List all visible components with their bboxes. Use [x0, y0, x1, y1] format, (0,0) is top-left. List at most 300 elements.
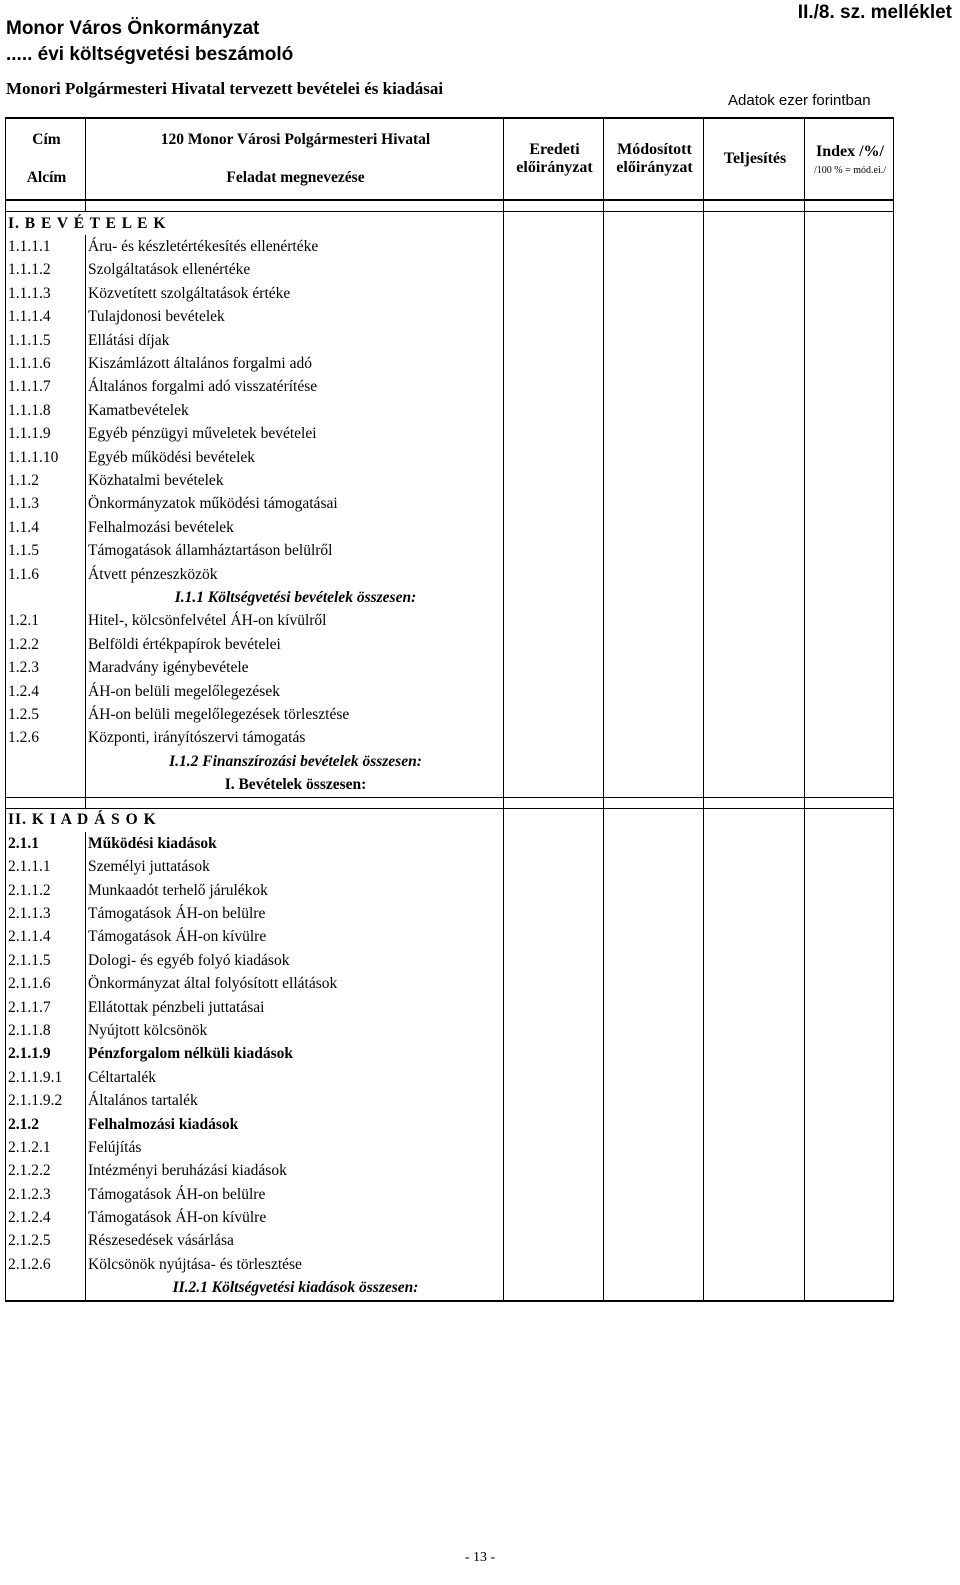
value-cell: [805, 879, 894, 902]
value-cell: [604, 832, 704, 855]
value-cell: [704, 399, 805, 422]
financing-subtotal: I.1.2 Finanszírozási bevételek összesen:: [86, 750, 504, 773]
value-cell: [805, 656, 894, 679]
value-cell: [504, 376, 604, 399]
table-row: [6, 259, 894, 282]
value-cell: [504, 996, 604, 1019]
value-cell: [504, 633, 604, 656]
value-cell: [805, 1043, 894, 1066]
value-cell: [704, 856, 805, 879]
row-code: 1.1.1.1: [6, 235, 86, 258]
row-code: 1.1.2: [6, 469, 86, 492]
table-row: [6, 446, 894, 469]
table-row: [6, 563, 894, 586]
row-name: Támogatások ÁH-on belülre: [86, 1183, 504, 1206]
table-row: [6, 926, 894, 949]
header-fulfilled: Teljesítés: [704, 118, 805, 200]
table-row: [6, 1160, 894, 1183]
table-row: [6, 469, 894, 492]
row-name: Kiszámlázott általános forgalmi adó: [86, 352, 504, 375]
row-name: Tulajdonosi bevételek: [86, 306, 504, 329]
table-row: [6, 949, 894, 972]
value-cell: [805, 1160, 894, 1183]
value-cell: [805, 1183, 894, 1206]
table-row: [6, 1019, 894, 1042]
value-cell: [805, 680, 894, 703]
table-row: [6, 235, 894, 258]
value-cell: [805, 750, 894, 773]
row-name: Támogatások államháztartáson belülről: [86, 539, 504, 562]
row-code: 2.1.1.3: [6, 902, 86, 925]
row-code: 1.1.1.4: [6, 306, 86, 329]
header-task-name: Feladat megnevezése: [226, 169, 365, 186]
table-row: [6, 703, 894, 726]
value-cell: [504, 282, 604, 305]
row-name: Belföldi értékpapírok bevételei: [86, 633, 504, 656]
value-cell: [504, 586, 604, 609]
value-cell: [504, 1183, 604, 1206]
value-cell: [504, 539, 604, 562]
header-index-2: /100 % = mód.ei./: [813, 164, 887, 176]
value-cell: [805, 808, 894, 832]
table-row: [6, 902, 894, 925]
value-cell: [704, 306, 805, 329]
row-code: 2.1.1.9.2: [6, 1089, 86, 1112]
value-cell: [604, 376, 704, 399]
value-cell: [504, 352, 604, 375]
value-cell: [805, 376, 894, 399]
value-cell: [604, 493, 704, 516]
value-cell: [604, 539, 704, 562]
value-cell: [805, 235, 894, 258]
value-cell: [604, 750, 704, 773]
value-cell: [704, 376, 805, 399]
value-cell: [504, 469, 604, 492]
value-cell: [704, 1230, 805, 1253]
row-code: 2.1.1.1: [6, 856, 86, 879]
sum-row: [6, 750, 894, 773]
income-section-row: [6, 212, 894, 236]
value-cell: [604, 1136, 704, 1159]
row-code: 2.1.2: [6, 1113, 86, 1136]
table-row: [6, 1043, 894, 1066]
value-cell: [604, 563, 704, 586]
value-cell: [604, 586, 704, 609]
row-name: Felhalmozási kiadások: [86, 1113, 504, 1136]
row-code: 2.1.2.3: [6, 1183, 86, 1206]
value-cell: [604, 306, 704, 329]
table-row: [6, 610, 894, 633]
value-cell: [704, 469, 805, 492]
value-cell: [704, 808, 805, 832]
header-modified-2: előirányzat: [616, 159, 693, 176]
income-section-title: I. B E V É T E L E K: [6, 212, 504, 236]
row-code: 2.1.2.1: [6, 1136, 86, 1159]
row-name: Ellátottak pénzbeli juttatásai: [86, 996, 504, 1019]
value-cell: [604, 1277, 704, 1301]
row-code: 1.1.1.9: [6, 423, 86, 446]
value-cell: [504, 1206, 604, 1229]
budget-table: [5, 117, 894, 1302]
value-cell: [604, 259, 704, 282]
value-cell: [704, 773, 805, 797]
value-cell: [504, 235, 604, 258]
spacer-row: [6, 797, 894, 808]
value-cell: [604, 633, 704, 656]
value-cell: [704, 1253, 805, 1276]
row-name: Közhatalmi bevételek: [86, 469, 504, 492]
table-row: [6, 832, 894, 855]
value-cell: [805, 352, 894, 375]
row-name: Felújítás: [86, 1136, 504, 1159]
row-code: 1.1.5: [6, 539, 86, 562]
table-body: [6, 200, 894, 1301]
row-code: 1.1.3: [6, 493, 86, 516]
table-row: [6, 539, 894, 562]
page-number: - 13 -: [464, 1550, 496, 1565]
value-cell: [704, 996, 805, 1019]
row-code: 1.1.1.2: [6, 259, 86, 282]
value-cell: [604, 879, 704, 902]
value-cell: [704, 563, 805, 586]
value-cell: [704, 1160, 805, 1183]
value-cell: [704, 750, 805, 773]
row-code: 1.2.5: [6, 703, 86, 726]
value-cell: [604, 680, 704, 703]
row-name: Pénzforgalom nélküli kiadások: [86, 1043, 504, 1066]
report-title: ..... évi költségvetési beszámoló: [6, 44, 294, 65]
value-cell: [604, 610, 704, 633]
row-name: Maradvány igénybevétele: [86, 656, 504, 679]
row-name: Személyi juttatások: [86, 856, 504, 879]
value-cell: [504, 423, 604, 446]
value-cell: [805, 493, 894, 516]
value-cell: [704, 1043, 805, 1066]
value-cell: [504, 446, 604, 469]
value-cell: [704, 1206, 805, 1229]
row-code: 1.2.3: [6, 656, 86, 679]
header-original: [504, 118, 604, 200]
row-name: Kamatbevételek: [86, 399, 504, 422]
value-cell: [704, 1136, 805, 1159]
value-cell: [604, 1066, 704, 1089]
row-name: Működési kiadások: [86, 832, 504, 855]
row-name: Általános forgalmi adó visszatérítése: [86, 376, 504, 399]
row-code: 2.1.1.2: [6, 879, 86, 902]
row-name: Felhalmozási bevételek: [86, 516, 504, 539]
value-cell: [704, 610, 805, 633]
value-cell: [704, 423, 805, 446]
value-cell: [704, 235, 805, 258]
value-cell: [704, 1066, 805, 1089]
value-cell: [604, 1089, 704, 1112]
table-header-row: [6, 118, 894, 200]
row-name: Központi, irányítószervi támogatás: [86, 727, 504, 750]
income-subtotal: I.1.1 Költségvetési bevételek összesen:: [86, 586, 504, 609]
value-cell: [704, 633, 805, 656]
value-cell: [805, 973, 894, 996]
header-modified: [604, 118, 704, 200]
value-cell: [504, 680, 604, 703]
table-row: [6, 680, 894, 703]
value-cell: [805, 1019, 894, 1042]
value-cell: [805, 856, 894, 879]
value-cell: [704, 259, 805, 282]
unit-label: Adatok ezer forintban: [728, 92, 871, 109]
value-cell: [604, 423, 704, 446]
value-cell: [504, 516, 604, 539]
value-cell: [805, 469, 894, 492]
row-name: Nyújtott kölcsönök: [86, 1019, 504, 1042]
value-cell: [604, 727, 704, 750]
value-cell: [504, 832, 604, 855]
value-cell: [504, 808, 604, 832]
value-cell: [504, 973, 604, 996]
value-cell: [504, 1043, 604, 1066]
value-cell: [805, 446, 894, 469]
value-cell: [604, 1183, 704, 1206]
value-cell: [604, 926, 704, 949]
header-original-1: Eredeti: [529, 141, 580, 158]
value-cell: [604, 446, 704, 469]
row-name: Ellátási díjak: [86, 329, 504, 352]
expense-section-title: II. K I A D Á S O K: [6, 808, 504, 832]
row-name: Támogatások ÁH-on kívülre: [86, 926, 504, 949]
row-code: 2.1.1.8: [6, 1019, 86, 1042]
row-code: 2.1.1.6: [6, 973, 86, 996]
value-cell: [604, 703, 704, 726]
value-cell: [604, 329, 704, 352]
value-cell: [704, 973, 805, 996]
expense-subtotal: II.2.1 Költségvetési kiadások összesen:: [86, 1277, 504, 1301]
value-cell: [805, 586, 894, 609]
value-cell: [704, 1089, 805, 1112]
value-cell: [704, 680, 805, 703]
header-cim: Cím: [32, 131, 61, 148]
value-cell: [704, 926, 805, 949]
header-modified-1: Módosított: [617, 141, 692, 158]
value-cell: [704, 1183, 805, 1206]
value-cell: [604, 1019, 704, 1042]
value-cell: [504, 1230, 604, 1253]
value-cell: [504, 1253, 604, 1276]
row-name: Általános tartalék: [86, 1089, 504, 1112]
value-cell: [504, 750, 604, 773]
value-cell: [704, 493, 805, 516]
value-cell: [704, 879, 805, 902]
value-cell: [805, 727, 894, 750]
value-cell: [805, 1230, 894, 1253]
value-cell: [604, 996, 704, 1019]
row-name: Hitel-, kölcsönfelvétel ÁH-on kívülről: [86, 610, 504, 633]
value-cell: [805, 926, 894, 949]
value-cell: [704, 282, 805, 305]
row-code: 1.2.4: [6, 680, 86, 703]
table-row: [6, 1183, 894, 1206]
value-cell: [805, 423, 894, 446]
value-cell: [805, 1136, 894, 1159]
value-cell: [604, 1160, 704, 1183]
table-row: [6, 996, 894, 1019]
value-cell: [805, 329, 894, 352]
row-name: Szolgáltatások ellenértéke: [86, 259, 504, 282]
row-code: 2.1.1.4: [6, 926, 86, 949]
value-cell: [704, 1019, 805, 1042]
value-cell: [805, 1206, 894, 1229]
row-name: Munkaadót terhelő járulékok: [86, 879, 504, 902]
value-cell: [805, 949, 894, 972]
row-code: 1.2.2: [6, 633, 86, 656]
value-cell: [604, 1206, 704, 1229]
row-code: 2.1.1.9: [6, 1043, 86, 1066]
value-cell: [704, 539, 805, 562]
value-cell: [704, 727, 805, 750]
row-name: Támogatások ÁH-on kívülre: [86, 1206, 504, 1229]
value-cell: [504, 493, 604, 516]
value-cell: [805, 1066, 894, 1089]
row-name: Egyéb működési bevételek: [86, 446, 504, 469]
value-cell: [504, 703, 604, 726]
value-cell: [805, 516, 894, 539]
row-code: 1.1.1.10: [6, 446, 86, 469]
value-cell: [504, 926, 604, 949]
table-row: [6, 973, 894, 996]
value-cell: [504, 902, 604, 925]
value-cell: [604, 282, 704, 305]
table-row: [6, 656, 894, 679]
value-cell: [604, 808, 704, 832]
value-cell: [504, 1066, 604, 1089]
sum-row: [6, 586, 894, 609]
header-alcim: Alcím: [26, 169, 67, 186]
value-cell: [504, 1277, 604, 1301]
row-code: 1.1.4: [6, 516, 86, 539]
value-cell: [504, 563, 604, 586]
value-cell: [604, 856, 704, 879]
table-row: [6, 633, 894, 656]
row-code: 1.1.1.3: [6, 282, 86, 305]
value-cell: [704, 703, 805, 726]
table-row: [6, 727, 894, 750]
table-row: [6, 1089, 894, 1112]
value-cell: [805, 633, 894, 656]
value-cell: [504, 1160, 604, 1183]
row-name: Céltartalék: [86, 1066, 504, 1089]
value-cell: [805, 1253, 894, 1276]
value-cell: [504, 856, 604, 879]
value-cell: [805, 773, 894, 797]
value-cell: [604, 399, 704, 422]
value-cell: [504, 879, 604, 902]
value-cell: [604, 1253, 704, 1276]
value-cell: [604, 973, 704, 996]
value-cell: [704, 352, 805, 375]
row-code: 2.1.2.4: [6, 1206, 86, 1229]
row-code: 1.2.1: [6, 610, 86, 633]
table-row: [6, 423, 894, 446]
spacer-row: [6, 200, 894, 212]
value-cell: [805, 610, 894, 633]
value-cell: [604, 1113, 704, 1136]
header-index-1: Index /%/: [815, 142, 884, 160]
row-name: ÁH-on belüli megelőlegezések: [86, 680, 504, 703]
value-cell: [504, 306, 604, 329]
value-cell: [504, 656, 604, 679]
row-code: 1.1.1.7: [6, 376, 86, 399]
row-code: 1.1.1.5: [6, 329, 86, 352]
value-cell: [704, 902, 805, 925]
value-cell: [805, 1277, 894, 1301]
row-name: Dologi- és egyéb folyó kiadások: [86, 949, 504, 972]
row-code: 2.1.1.7: [6, 996, 86, 1019]
header-cim-alcim: [6, 118, 86, 200]
sum-row: [6, 773, 894, 797]
value-cell: [704, 656, 805, 679]
table-row: [6, 879, 894, 902]
value-cell: [504, 329, 604, 352]
row-name: Kölcsönök nyújtása- és törlesztése: [86, 1253, 504, 1276]
value-cell: [604, 656, 704, 679]
row-name: Áru- és készletértékesítés ellenértéke: [86, 235, 504, 258]
income-total: I. Bevételek összesen:: [86, 773, 504, 797]
row-code: 1.1.6: [6, 563, 86, 586]
value-cell: [805, 996, 894, 1019]
value-cell: [504, 773, 604, 797]
value-cell: [704, 1113, 805, 1136]
value-cell: [805, 399, 894, 422]
table-row: [6, 1230, 894, 1253]
value-cell: [805, 306, 894, 329]
table-row: [6, 1113, 894, 1136]
office-subtitle: Monori Polgármesteri Hivatal tervezett bevételei és kiadásai: [6, 79, 444, 98]
value-cell: [604, 949, 704, 972]
row-code: 1.1.1.6: [6, 352, 86, 375]
header-index: [805, 118, 894, 200]
value-cell: [604, 235, 704, 258]
row-code: 1.1.1.8: [6, 399, 86, 422]
expense-section-row: [6, 808, 894, 832]
value-cell: [704, 516, 805, 539]
value-cell: [805, 1089, 894, 1112]
table-row: [6, 1136, 894, 1159]
value-cell: [805, 539, 894, 562]
value-cell: [504, 1019, 604, 1042]
row-code: 2.1.1.5: [6, 949, 86, 972]
value-cell: [604, 773, 704, 797]
table-row: [6, 376, 894, 399]
table-row: [6, 399, 894, 422]
row-code: 2.1.1.9.1: [6, 1066, 86, 1089]
row-code: 2.1.1: [6, 832, 86, 855]
value-cell: [504, 727, 604, 750]
value-cell: [704, 446, 805, 469]
table-row: [6, 1206, 894, 1229]
row-name: Támogatások ÁH-on belülre: [86, 902, 504, 925]
row-name: Önkormányzatok működési támogatásai: [86, 493, 504, 516]
row-name: Közvetített szolgáltatások értéke: [86, 282, 504, 305]
value-cell: [604, 902, 704, 925]
row-name: ÁH-on belüli megelőlegezések törlesztése: [86, 703, 504, 726]
value-cell: [504, 949, 604, 972]
value-cell: [504, 259, 604, 282]
row-name: Egyéb pénzügyi műveletek bevételei: [86, 423, 504, 446]
table-row: [6, 1253, 894, 1276]
row-name: Önkormányzat által folyósított ellátások: [86, 973, 504, 996]
row-code: 2.1.2.2: [6, 1160, 86, 1183]
table-row: [6, 282, 894, 305]
value-cell: [704, 832, 805, 855]
value-cell: [704, 586, 805, 609]
